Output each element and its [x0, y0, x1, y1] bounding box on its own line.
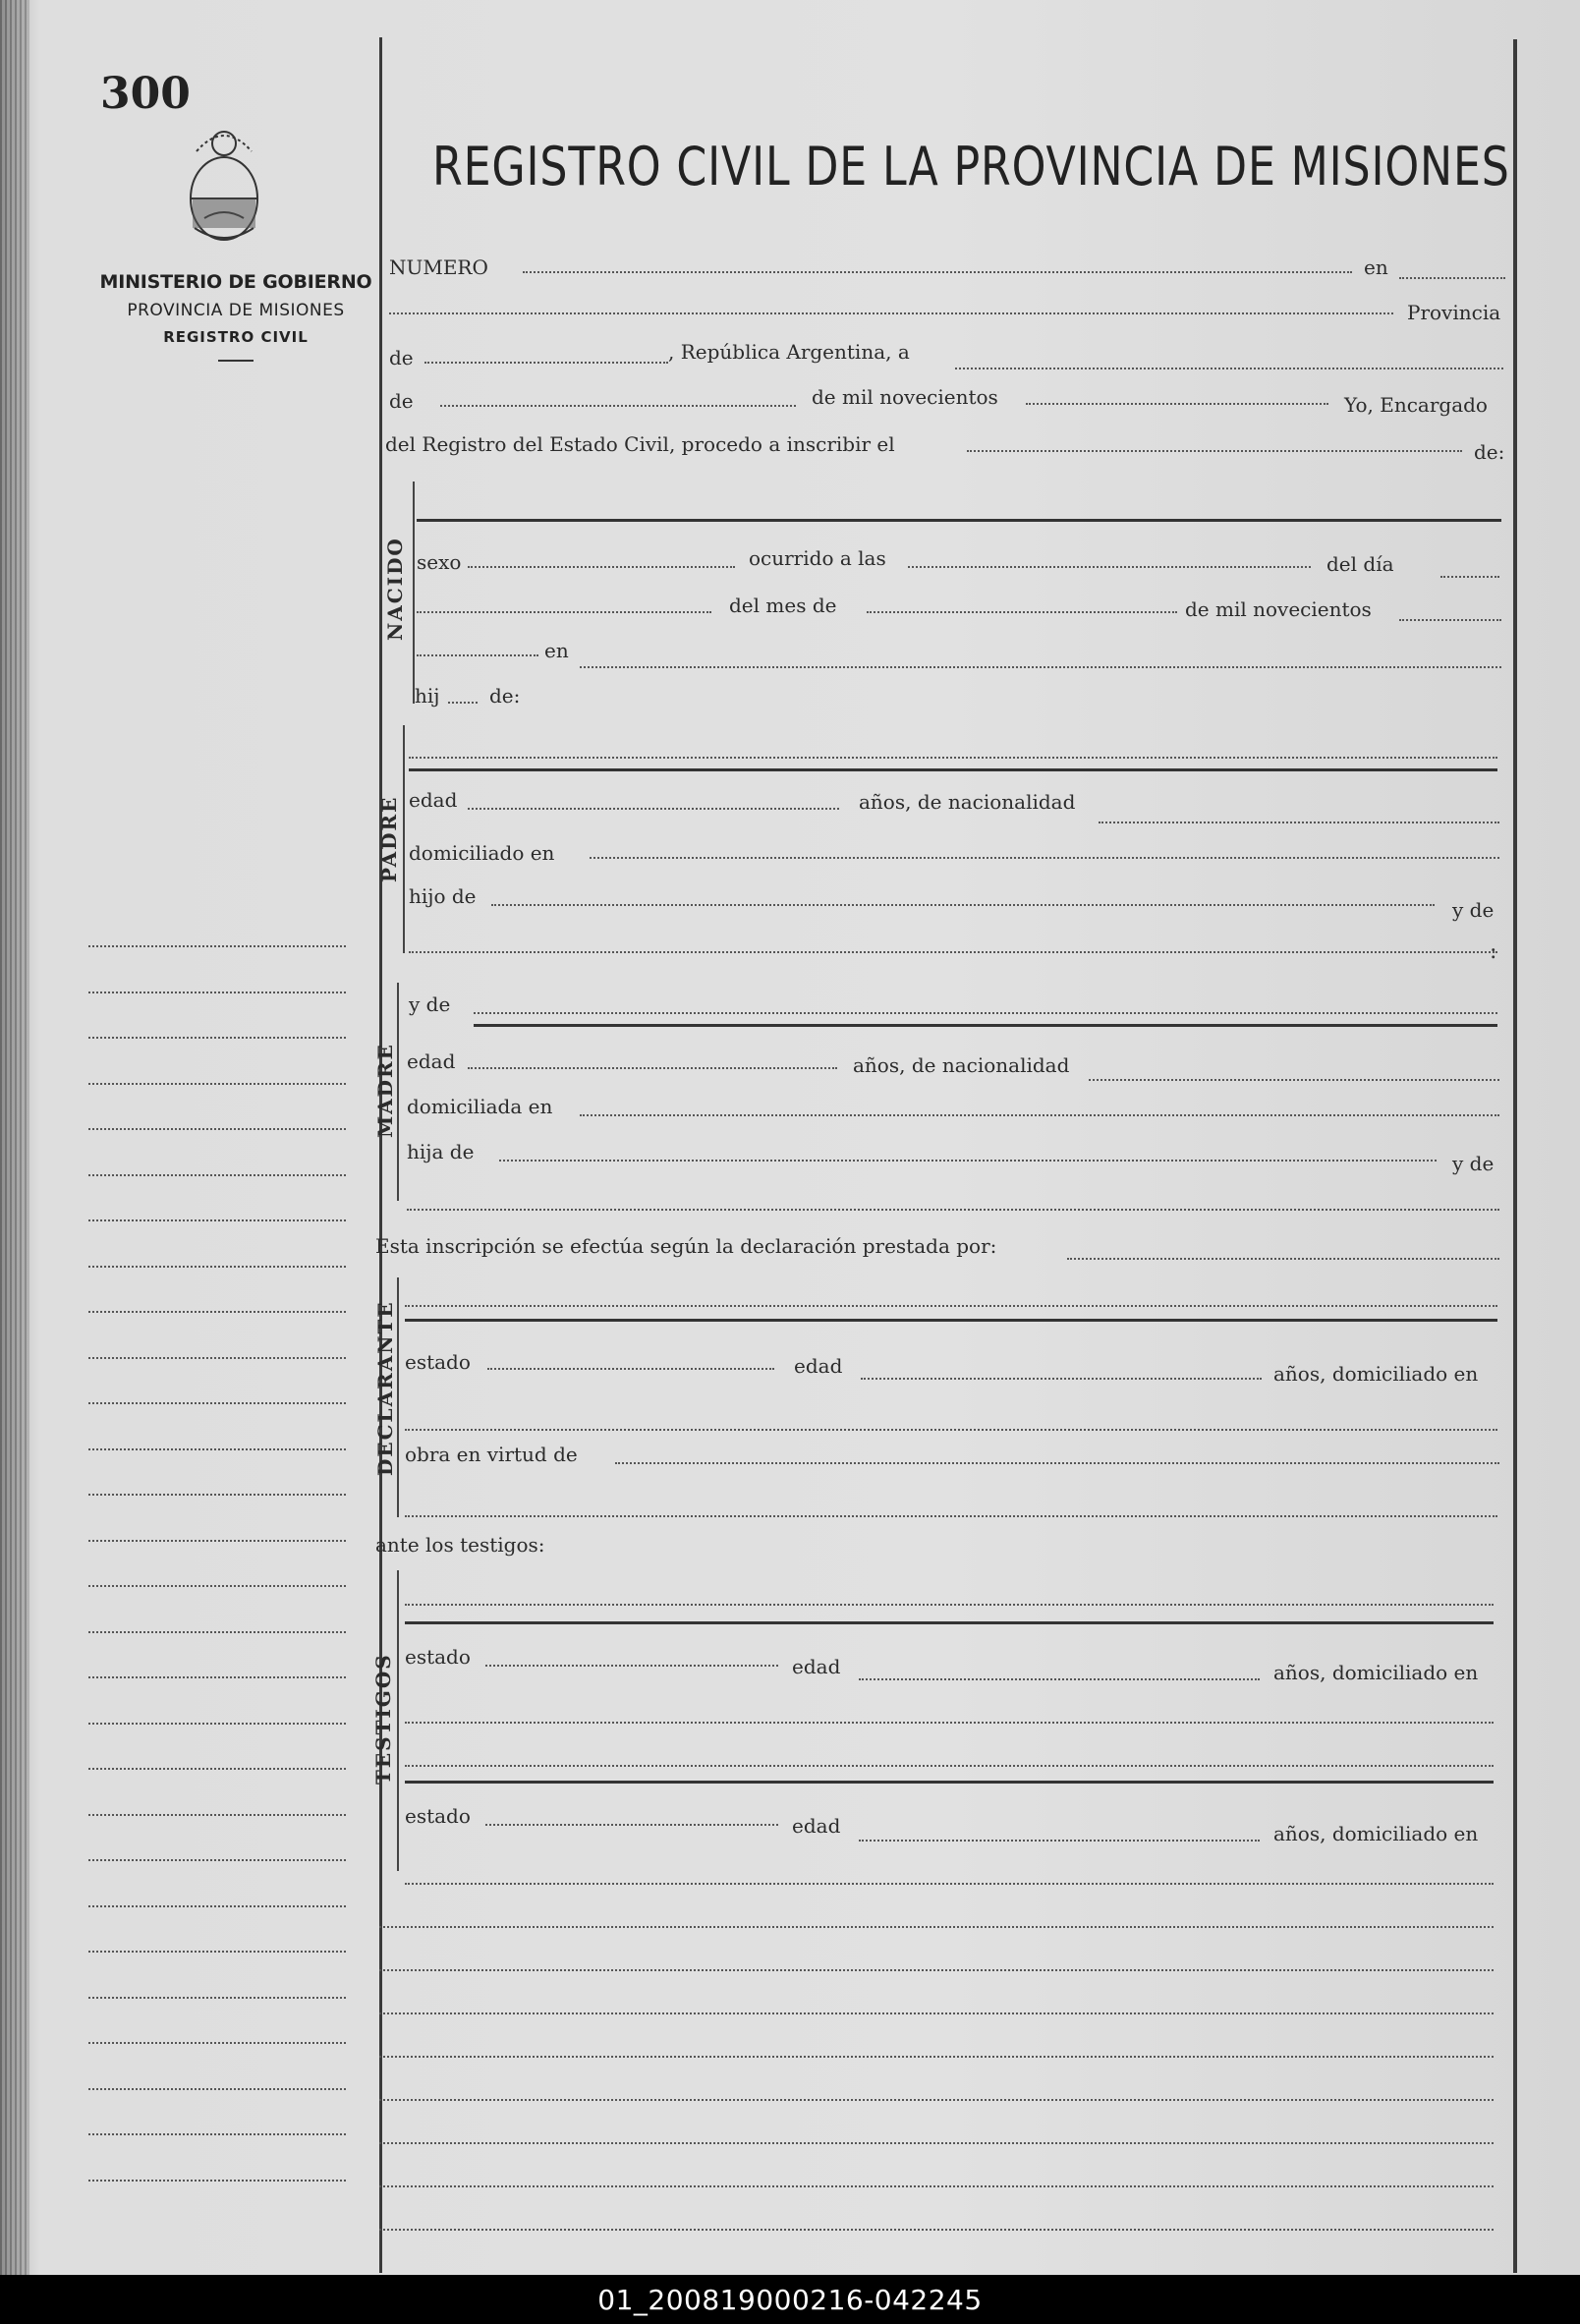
- field-padre-edad[interactable]: [468, 808, 839, 810]
- testigos-bracket: [397, 1570, 399, 1871]
- ante-testigos-text: ante los testigos:: [375, 1533, 545, 1557]
- field-date-month[interactable]: [440, 405, 796, 407]
- label-madre-anios: años, de nacionalidad: [853, 1053, 1070, 1077]
- field-declarante-estado[interactable]: [487, 1368, 774, 1370]
- margin-note-line[interactable]: [88, 1037, 346, 1039]
- label-madre-y-de-end: y de: [1452, 1152, 1495, 1175]
- note-line[interactable]: [379, 2099, 1494, 2101]
- label-de-mil-nacido: de mil novecientos: [1185, 597, 1372, 621]
- madre-bracket: [397, 983, 399, 1201]
- section-label-testigos: TESTIGOS: [371, 1653, 395, 1785]
- label-declarante-obra: obra en virtud de: [405, 1443, 578, 1466]
- page-title: REGISTRO CIVIL DE LA PROVINCIA DE MISIONES: [432, 136, 1510, 198]
- field-declarante-obra[interactable]: [615, 1462, 1499, 1464]
- field-department[interactable]: [424, 362, 668, 364]
- section-label-nacido: NACIDO: [383, 537, 407, 641]
- note-line[interactable]: [379, 2185, 1494, 2187]
- margin-note-line[interactable]: [88, 945, 346, 947]
- label-testigo1-estado: estado: [405, 1645, 471, 1669]
- declaracion-text: Esta inscripción se efectúa según la declaración prestada por:: [375, 1234, 997, 1258]
- label-declarante-edad: edad: [794, 1354, 843, 1378]
- field-testigo2-name[interactable]: [405, 1781, 1494, 1784]
- field-en[interactable]: [1399, 277, 1505, 279]
- nacido-bracket: [413, 482, 415, 704]
- margin-note-line[interactable]: [88, 1859, 346, 1861]
- note-line[interactable]: [379, 2012, 1494, 2014]
- section-label-declarante: DECLARANTE: [373, 1300, 397, 1476]
- field-padre-name[interactable]: [409, 768, 1497, 771]
- note-line[interactable]: [379, 2142, 1494, 2144]
- declarante-bracket: [397, 1277, 399, 1517]
- field-declarante-name[interactable]: [405, 1319, 1497, 1322]
- label-ocurrido: ocurrido a las: [749, 546, 886, 570]
- ministry-dash: [218, 360, 254, 362]
- field-hij-suffix[interactable]: [448, 702, 478, 704]
- field-declarante-obra-cont[interactable]: [405, 1515, 1497, 1517]
- field-mes[interactable]: [867, 611, 1177, 613]
- scan-filename: 01_200819000216-042245: [0, 2275, 1580, 2324]
- field-madre-y-de-dotted: [474, 1012, 1497, 1014]
- margin-note-line[interactable]: [88, 1448, 346, 1450]
- field-testigo2-domicilio[interactable]: [405, 1883, 1494, 1885]
- margin-note-line[interactable]: [88, 2133, 346, 2135]
- field-madre-name[interactable]: [474, 1024, 1497, 1027]
- section-label-padre: PADRE: [377, 795, 401, 882]
- label-republica: , República Argentina, a: [668, 340, 910, 364]
- field-numero[interactable]: [523, 271, 1352, 273]
- margin-note-line[interactable]: [88, 1631, 346, 1633]
- margin-note-line[interactable]: [88, 1814, 346, 1816]
- margin-note-line[interactable]: [88, 1768, 346, 1770]
- label-padre-hijo-de: hijo de: [409, 884, 477, 908]
- field-madre-nacionalidad[interactable]: [1089, 1079, 1499, 1081]
- margin-note-line[interactable]: [88, 1174, 346, 1176]
- left-margin-rule: [379, 37, 382, 2273]
- margin-note-line[interactable]: [88, 1676, 346, 1678]
- ministry-name: MINISTERIO DE GOBIERNO: [99, 271, 372, 293]
- margin-note-line[interactable]: [88, 1585, 346, 1587]
- margin-note-line[interactable]: [88, 992, 346, 993]
- field-padre-nacionalidad[interactable]: [1099, 822, 1499, 823]
- margin-note-line[interactable]: [88, 2042, 346, 2044]
- field-testigo1-domicilio[interactable]: [405, 1722, 1494, 1724]
- label-en: en: [1364, 255, 1388, 279]
- note-line[interactable]: [379, 1926, 1494, 1928]
- label-de-1: de: [389, 346, 414, 369]
- margin-note-line[interactable]: [88, 2088, 346, 2090]
- province-name: PROVINCIA DE MISIONES: [127, 301, 345, 320]
- page-edge: [0, 0, 29, 2275]
- label-madre-y-de: y de: [409, 992, 451, 1016]
- field-dia-cont[interactable]: [417, 611, 711, 613]
- right-margin-rule: [1513, 39, 1517, 2273]
- margin-note-line[interactable]: [88, 1540, 346, 1542]
- field-nacido-name[interactable]: [417, 519, 1501, 522]
- field-date-day[interactable]: [955, 368, 1503, 369]
- note-line[interactable]: [379, 1969, 1494, 1971]
- margin-note-line[interactable]: [88, 1128, 346, 1130]
- label-hij: hij: [415, 684, 440, 708]
- field-testigo1-name[interactable]: [405, 1621, 1494, 1624]
- label-padre-anios: años, de nacionalidad: [859, 790, 1076, 814]
- field-declarante-edad[interactable]: [861, 1378, 1262, 1380]
- note-line[interactable]: [379, 2056, 1494, 2058]
- field-locality[interactable]: [389, 312, 1393, 314]
- field-declarante-domicilio[interactable]: [405, 1429, 1497, 1431]
- label-declarante-estado: estado: [405, 1350, 471, 1374]
- field-padre-domicilio[interactable]: [590, 857, 1499, 859]
- margin-note-line[interactable]: [88, 1219, 346, 1221]
- label-de-nacido: de:: [489, 684, 521, 708]
- label-declarante-anios: años, domiciliado en: [1273, 1362, 1479, 1386]
- field-madre-domicilio[interactable]: [580, 1114, 1499, 1116]
- label-testigo2-edad: edad: [792, 1814, 841, 1838]
- margin-note-line[interactable]: [88, 1357, 346, 1359]
- label-padre-edad: edad: [409, 788, 458, 812]
- field-testigo2-edad[interactable]: [859, 1840, 1260, 1842]
- field-dia[interactable]: [1440, 576, 1499, 578]
- field-declaracion[interactable]: [1067, 1258, 1499, 1260]
- label-de-colon: de:: [1474, 440, 1505, 464]
- field-madre-y-de[interactable]: [407, 1209, 1499, 1211]
- label-testigo2-anios: años, domiciliado en: [1273, 1822, 1479, 1845]
- field-testigo1-edad[interactable]: [859, 1678, 1260, 1680]
- field-lugar-nacimiento[interactable]: [580, 666, 1501, 668]
- field-date-year[interactable]: [1026, 403, 1328, 405]
- label-en-nacido: en: [544, 639, 569, 662]
- margin-note-line[interactable]: [88, 1951, 346, 1953]
- margin-note-line[interactable]: [88, 1311, 346, 1313]
- folio-number: 300: [100, 69, 191, 119]
- colon-mark: :: [1490, 939, 1497, 964]
- margin-note-line[interactable]: [88, 2180, 346, 2182]
- field-padre-name-dotted: [409, 757, 1497, 759]
- coat-of-arms-icon: [175, 122, 273, 245]
- label-testigo2-estado: estado: [405, 1804, 471, 1828]
- field-madre-edad[interactable]: [468, 1067, 837, 1069]
- margin-note-line[interactable]: [88, 1494, 346, 1496]
- label-de-mil: de mil novecientos: [812, 385, 998, 409]
- field-inscription-type[interactable]: [967, 450, 1462, 452]
- field-testigo1-dotted: [405, 1604, 1494, 1606]
- field-sexo[interactable]: [468, 566, 735, 568]
- field-hora[interactable]: [908, 566, 1311, 568]
- label-sexo: sexo: [417, 550, 462, 574]
- margin-note-line[interactable]: [88, 1905, 346, 1907]
- label-padre-y-de: y de: [1452, 898, 1495, 922]
- padre-bracket: [403, 725, 405, 953]
- field-padre-y-de[interactable]: [409, 951, 1497, 953]
- field-testigo1-estado[interactable]: [485, 1665, 778, 1667]
- field-anio-cont[interactable]: [417, 654, 538, 656]
- label-de-2: de: [389, 389, 414, 413]
- ministry-block: [98, 271, 373, 362]
- label-testigo1-anios: años, domiciliado en: [1273, 1661, 1479, 1684]
- label-provincia: Provincia: [1407, 301, 1501, 324]
- field-madre-hija-de[interactable]: [499, 1160, 1437, 1162]
- section-label-madre: MADRE: [373, 1043, 397, 1138]
- field-anio[interactable]: [1399, 619, 1501, 621]
- label-madre-hija-de: hija de: [407, 1140, 475, 1163]
- field-testigo2-dotted: [405, 1765, 1494, 1767]
- label-madre-domiciliada: domiciliada en: [407, 1095, 553, 1118]
- margin-note-line[interactable]: [88, 1402, 346, 1404]
- label-del-dia: del día: [1326, 552, 1394, 576]
- label-del-mes: del mes de: [729, 594, 837, 617]
- field-padre-hijo-de[interactable]: [491, 904, 1435, 906]
- label-madre-edad: edad: [407, 1049, 456, 1073]
- margin-note-line[interactable]: [88, 1083, 346, 1085]
- label-testigo1-edad: edad: [792, 1655, 841, 1678]
- field-declarante-dotted: [405, 1305, 1497, 1307]
- field-testigo2-estado[interactable]: [485, 1824, 778, 1826]
- note-line[interactable]: [379, 2229, 1494, 2231]
- registry-name: REGISTRO CIVIL: [163, 328, 309, 346]
- label-numero: NUMERO: [389, 255, 488, 279]
- margin-note-line[interactable]: [88, 1997, 346, 1999]
- label-del-registro: del Registro del Estado Civil, procedo a inscribir el: [385, 432, 895, 456]
- label-padre-domiciliado: domiciliado en: [409, 841, 555, 865]
- margin-note-line[interactable]: [88, 1266, 346, 1268]
- margin-note-line[interactable]: [88, 1723, 346, 1725]
- label-yo-encargado: Yo, Encargado: [1344, 393, 1488, 417]
